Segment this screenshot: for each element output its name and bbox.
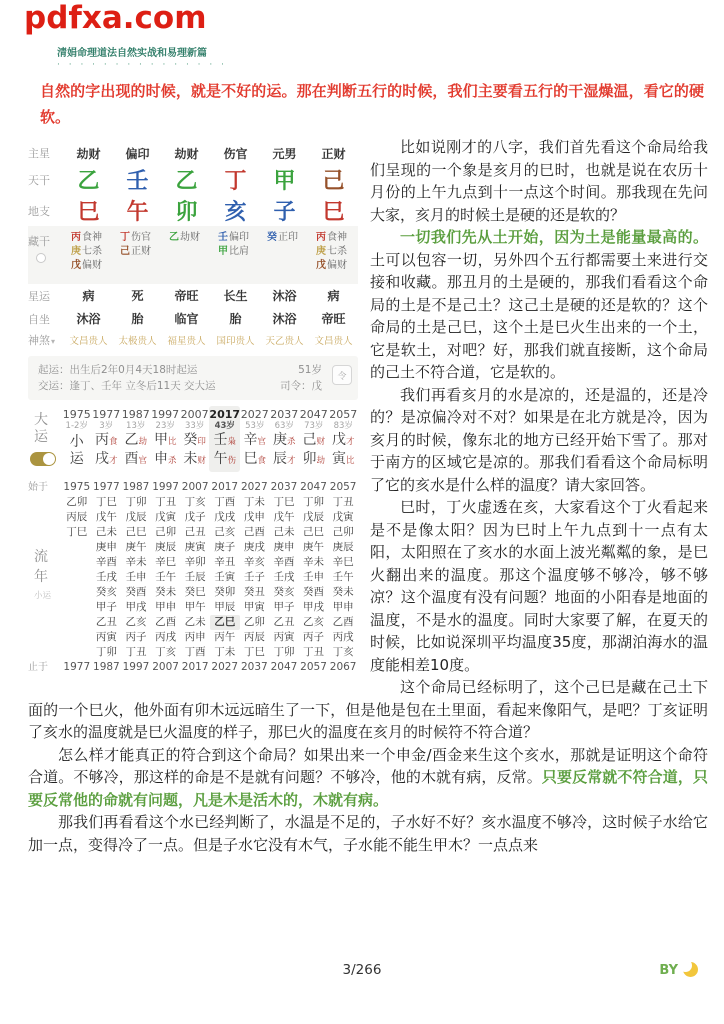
- star-luck: 死: [131, 289, 144, 303]
- self-sit: 胎: [131, 312, 144, 326]
- liunian-cell: 壬寅: [214, 571, 236, 583]
- liunian-cell: 癸卯: [214, 586, 236, 598]
- liunian-end-year: 1977: [63, 661, 91, 673]
- dayun-column: [121, 406, 150, 472]
- liunian-column: [121, 480, 151, 675]
- earthly-branch: 午: [126, 200, 149, 225]
- by-credit: [659, 962, 698, 978]
- liunian-cell: 庚辰: [332, 541, 354, 553]
- liunian-cell: [62, 570, 92, 585]
- row-label-tiangan: 天干: [28, 173, 50, 187]
- liunian-cell: [62, 645, 92, 660]
- shensha-value: 文昌贵人: [314, 336, 353, 347]
- emphasis-green-text: 一切我们先从土开始，因为土是能量最高的。: [400, 228, 708, 246]
- main-star: 偏印: [125, 146, 150, 161]
- liunian-cell: 乙卯: [243, 616, 265, 628]
- liunian-cell: 戊午: [273, 511, 295, 523]
- liunian-cell: 乙巳: [210, 615, 240, 630]
- liunian-cell: 乙丑: [95, 616, 117, 628]
- dayun-branch: 巳食: [243, 451, 267, 467]
- liunian-cell: 丙辰: [243, 631, 265, 643]
- liunian-end-year: 2007: [152, 661, 179, 673]
- row-label-xingyun: 星运: [28, 289, 50, 303]
- paragraph: [28, 676, 708, 744]
- luck-info-band: [28, 356, 358, 400]
- liunian-cell: 庚申: [273, 541, 295, 553]
- liunian-cell: 乙丑: [273, 616, 295, 628]
- liunian-cell: 丁丑: [155, 496, 177, 508]
- dayun-branch: 未财: [183, 451, 206, 467]
- earthly-branch: 卯: [175, 200, 198, 225]
- self-sit: 临官: [174, 312, 199, 326]
- liunian-cell: 己卯: [155, 526, 177, 538]
- moon-icon: [683, 962, 698, 977]
- liunian-start-year: 2017: [211, 481, 239, 493]
- liunian-cell: 辛未: [303, 556, 325, 568]
- main-star: 正财: [321, 146, 346, 161]
- liunian-cell: 乙酉: [332, 616, 354, 628]
- liunian-cell: 己未: [95, 526, 117, 538]
- liunian-cell: 丁亥: [155, 646, 177, 658]
- liunian-cell: 丁未: [214, 646, 236, 658]
- row-label-zizuo: 自坐: [28, 312, 50, 326]
- dayun-stem: 辛官: [243, 432, 267, 448]
- paragraph: [28, 744, 708, 812]
- dayun-stem: 壬枭: [213, 432, 236, 448]
- liunian-cell: 甲午: [184, 601, 206, 613]
- dayun-year: 2047: [299, 408, 328, 421]
- liunian-cell: 丁巳: [243, 646, 265, 658]
- liunian-cell: 壬申: [303, 571, 325, 583]
- star-luck: 帝旺: [174, 289, 199, 303]
- pillar-row: [28, 164, 358, 195]
- liunian-end-year: 2027: [211, 661, 239, 673]
- liunian-cell: 戊申: [243, 511, 265, 523]
- liunian-xiaoyun-label: 小运: [34, 591, 52, 601]
- pillar-row: [28, 284, 358, 307]
- liunian-cell: 庚辰: [155, 541, 177, 553]
- liunian-cell: 辛巳: [155, 556, 177, 568]
- dayun-year: 2057: [329, 408, 358, 421]
- dayun-column: [62, 406, 91, 472]
- liunian-column: [151, 480, 181, 675]
- earthly-branch: 巳: [322, 200, 345, 225]
- liunian-cell: 丙申: [184, 631, 206, 643]
- liunian-cell: 丁丑: [125, 646, 147, 658]
- liunian-cell: 庚戌: [243, 541, 265, 553]
- liunian-cell: 辛亥: [243, 556, 265, 568]
- liunian-cell: 壬午: [155, 571, 177, 583]
- liunian-cell: 丙午: [214, 631, 236, 643]
- main-star: 劫财: [76, 146, 101, 161]
- paragraph-text: 比如说刚才的八字，我们首先看这个命局给我们呈现的一个象是亥月的巳时，也就是说在农历十月份的上午九点到十一点这个时间。那我现在先问大家，亥月的时候土是硬的还是软的？: [370, 138, 708, 224]
- paragraph-text: 这个命局已经标明了，这个己巳是藏在己土下面的一个巳火，他外面有卯木远远暗生了一下，但是他是包在土里面，看起来像阳气，是吧？丁亥证明了亥水的温度就是巳火温度的样子，那巳火的温度在亥月的时候符不符合道？: [28, 678, 708, 741]
- dayun-age: 23岁: [155, 421, 175, 431]
- dayun-age: 13岁: [126, 421, 146, 431]
- liunian-start-year: 1975: [63, 481, 91, 493]
- liunian-cell: 丁丑: [303, 646, 325, 658]
- liunian-cell: 壬午: [332, 571, 354, 583]
- liunian-start-year: 1997: [152, 481, 179, 493]
- liunian-cell: 丁卯: [125, 496, 147, 508]
- jiaoyun-line: 交运：逢丁、壬年 立冬后11天 交大运: [38, 380, 216, 392]
- qiyun-line: 起运：出生后2年0月4天18时起运: [38, 364, 198, 376]
- emphasis-green-text: 只要反常就不符合道，只要反常他的命就有问题，凡是木是活木的，木就有病。: [28, 768, 708, 809]
- liunian-cell: [62, 540, 92, 555]
- liunian-start-year: 2007: [181, 481, 209, 493]
- page-number: 3/266: [342, 962, 382, 978]
- liunian-cell: 丙寅: [95, 631, 117, 643]
- liunian-cell: 丙子: [303, 631, 325, 643]
- liunian-cell: 己酉: [243, 526, 265, 538]
- page-footer: [0, 962, 724, 986]
- liunian-cell: 壬戌: [273, 571, 295, 583]
- liunian-end-year: 2047: [270, 661, 298, 673]
- liunian-cell: 戊辰: [125, 511, 147, 523]
- liunian-end-year: 1987: [93, 661, 120, 673]
- body-text-area: [28, 136, 708, 856]
- heavenly-stem: 乙: [77, 169, 100, 194]
- liunian-cell: 丙寅: [273, 631, 295, 643]
- dayun-year: 1997: [151, 408, 180, 421]
- liunian-column: [62, 480, 92, 675]
- hidden-stems: 壬偏印 甲比肩: [218, 232, 249, 257]
- liunian-cell: 戊寅: [155, 511, 177, 523]
- chevron-down-icon: ▾: [51, 337, 56, 346]
- liunian-cell: 甲子: [95, 601, 117, 613]
- liunian-cell: 乙未: [184, 616, 206, 628]
- liunian-cell: 庚午: [125, 541, 147, 553]
- dayun-branch: 申杀: [153, 451, 177, 467]
- hidden-stems: 丙食神 庚七杀 戊偏财: [316, 232, 347, 271]
- toggle-knob-icon: [43, 453, 55, 465]
- liunian-start-year: 2037: [270, 481, 298, 493]
- liunian-cell: 壬申: [125, 571, 147, 583]
- liunian-start-year: 2027: [240, 481, 268, 493]
- liunian-cell: [62, 630, 92, 645]
- liunian-cell: [62, 585, 92, 600]
- liunian-cell: 己巳: [125, 526, 147, 538]
- liunian-cell: 癸亥: [273, 586, 295, 598]
- liunian-cell: 辛卯: [184, 556, 206, 568]
- heavenly-stem: 乙: [175, 169, 198, 194]
- dayun-column: [91, 406, 120, 472]
- dayun-year: 2007: [180, 408, 209, 421]
- liunian-cell: 甲寅: [243, 601, 265, 613]
- liunian-cell: 甲申: [332, 601, 354, 613]
- paragraph-text: 我们再看亥月的水是凉的，还是温的，还是冷的？是凉偏冷对不对？如果是在北方就是冷，因为亥月的时候，像东北的地方已经开始下雪了。那对于南方的区域它是凉的。那我们看看这个命局标明了它的亥水是什么样的温度？请大家回答。: [370, 385, 708, 494]
- liunian-cell: 庚寅: [184, 541, 206, 553]
- liunian-start-year: 1987: [122, 481, 150, 493]
- liunian-cell: 己未: [273, 526, 295, 538]
- liunian-cell: 癸巳: [184, 586, 206, 598]
- liunian-end-year: 2057: [300, 661, 327, 673]
- liunian-cell: 丁未: [243, 496, 265, 508]
- liunian-cell: 丁巳: [66, 526, 88, 538]
- earthly-branch: 巳: [77, 200, 100, 225]
- dayun-age: 83岁: [333, 421, 353, 431]
- liunian-cell: 辛未: [125, 556, 147, 568]
- liunian-cell: 戊午: [95, 511, 117, 523]
- dayun-stem: 戊才: [331, 432, 355, 448]
- liunian-cell: 丁亥: [184, 496, 206, 508]
- dayun-column: [209, 406, 240, 472]
- series-title: 清娟命理道法自然实战和易理新篇: [57, 48, 207, 59]
- liunian-cell: 癸丑: [243, 586, 265, 598]
- liunian-cell: 甲戌: [303, 601, 325, 613]
- liunian-column: [180, 480, 210, 675]
- earthly-branch: 亥: [224, 200, 247, 225]
- star-luck: 长生: [223, 289, 248, 303]
- dayun-stem: 庚杀: [273, 432, 296, 448]
- hidden-stems: 乙劫财: [169, 232, 200, 243]
- dayun-age: 73岁: [304, 421, 324, 431]
- dayun-branch: 卯劫: [302, 451, 326, 467]
- liunian-cell: 庚午: [303, 541, 325, 553]
- liunian-cell: 癸酉: [125, 586, 147, 598]
- radio-icon: [36, 253, 46, 263]
- liunian-cell: 丁酉: [184, 646, 206, 658]
- dayun-grid: [62, 406, 358, 472]
- dayun-stem: 丙食: [94, 432, 118, 448]
- liunian-cell: 丙子: [125, 631, 147, 643]
- liunian-cell: 丙戌: [155, 631, 177, 643]
- liunian-cell: [62, 615, 92, 630]
- liunian-cell: [62, 600, 92, 615]
- liunian-cell: 丁卯: [303, 496, 325, 508]
- self-sit: 沐浴: [76, 312, 101, 326]
- dayun-stem: 甲比: [153, 432, 177, 448]
- liunian-cell: 丁卯: [273, 646, 295, 658]
- liunian-start-year: 2047: [300, 481, 327, 493]
- liunian-end-year: 2017: [181, 661, 209, 673]
- dayun-year: 2017: [209, 408, 241, 421]
- paragraph: [28, 811, 708, 856]
- liunian-cell: 丁丑: [332, 496, 354, 508]
- liunian-flow-label: 流年: [34, 549, 48, 585]
- liunian-cell: 庚子: [214, 541, 236, 553]
- dayun-year: 1975: [62, 408, 91, 421]
- liunian-column: [299, 480, 329, 675]
- dayun-section: [28, 406, 358, 472]
- liunian-column: [210, 480, 240, 675]
- liunian-cell: 乙酉: [155, 616, 177, 628]
- ling-badge-icon: 令: [332, 365, 352, 385]
- liunian-cell: 辛巳: [332, 556, 354, 568]
- liunian-cell: 乙亥: [125, 616, 147, 628]
- liunian-cell: 丁酉: [214, 496, 236, 508]
- heavenly-stem: 甲: [273, 169, 296, 194]
- dayun-age: 3岁: [99, 421, 114, 431]
- star-luck: 病: [327, 289, 340, 303]
- bazi-chart: [28, 142, 358, 675]
- dayun-age: 43岁: [214, 421, 235, 431]
- liunian-cell: [62, 555, 92, 570]
- dayun-branch: 午伤: [213, 451, 236, 467]
- by-label: BY: [659, 963, 678, 978]
- dayun-age: 53岁: [245, 421, 265, 431]
- liunian-cell: 壬辰: [184, 571, 206, 583]
- pillar-row: [28, 195, 358, 226]
- liunian-cell: 乙卯: [66, 496, 88, 508]
- shensha-value: 文昌贵人: [69, 336, 108, 347]
- main-star: 劫财: [174, 146, 199, 161]
- hidden-stems: 丁伤官 己正财: [120, 232, 151, 257]
- dayun-year: 2027: [240, 408, 269, 421]
- dayun-column: [180, 406, 209, 472]
- liunian-cell: 己巳: [303, 526, 325, 538]
- liunian-cell: 癸未: [332, 586, 354, 598]
- dayun-year: 1977: [92, 408, 121, 421]
- shensha-value: 福星贵人: [167, 336, 206, 347]
- liunian-column: [240, 480, 270, 675]
- watermark-logo: pdfxa.com: [24, 0, 207, 36]
- liunian-cell: 丁巳: [273, 496, 295, 508]
- star-luck: 病: [82, 289, 95, 303]
- liunian-cell: 丙辰: [66, 511, 88, 523]
- liunian-cell: 辛酉: [273, 556, 295, 568]
- liunian-column: [92, 480, 122, 675]
- dayun-column: [240, 406, 269, 472]
- paragraph-text: 土可以包容一切，另外四个五行都需要土来进行交接和收藏。那丑月的土是硬的，那我们看看这个命局的土是不是己土？这己土是硬的还是软的？这个命局的土是己巳，这个土是巳火生出来的一个土，它是软土，对吧？好，那我们就直接断，这个命局的己土不符合道，它是软的。: [370, 250, 708, 381]
- dayun-stem: 癸印: [183, 432, 206, 448]
- shensha-value: 天乙贵人: [265, 336, 304, 347]
- dayun-branch: 戌才: [94, 451, 118, 467]
- earthly-branch: 子: [273, 200, 296, 225]
- dayun-stem: 乙劫: [124, 432, 147, 448]
- liunian-column: [269, 480, 299, 675]
- siling-value: 司令：戊: [280, 380, 322, 392]
- self-sit: 沐浴: [272, 312, 297, 326]
- liunian-column: [328, 480, 358, 675]
- dayun-label: 大运: [34, 412, 48, 445]
- series-dots: · · · · · · · · · · · · · · ·: [57, 60, 227, 70]
- liunian-start-label: 始于: [28, 482, 48, 493]
- liunian-end-year: 2037: [240, 661, 268, 673]
- liunian-cell: 丁卯: [95, 646, 117, 658]
- dayun-column: [150, 406, 179, 472]
- liunian-cell: 甲子: [273, 601, 295, 613]
- heavenly-stem: 丁: [224, 169, 247, 194]
- star-luck: 沐浴: [272, 289, 297, 303]
- dayun-branch: 寅比: [331, 451, 355, 467]
- liunian-start-year: 1977: [93, 481, 120, 493]
- liunian-start-year: 2057: [329, 481, 357, 493]
- liunian-cell: 甲戌: [125, 601, 147, 613]
- liunian-cell: 癸未: [155, 586, 177, 598]
- liunian-cell: 己丑: [184, 526, 206, 538]
- liunian-cell: 癸亥: [95, 586, 117, 598]
- heavenly-stem: 己: [322, 169, 345, 194]
- hidden-stems: 癸正印: [267, 232, 298, 243]
- liunian-cell: 戊子: [184, 511, 206, 523]
- liunian-cell: 甲辰: [214, 601, 236, 613]
- row-label-shensha: 神煞▾: [28, 334, 56, 347]
- liunian-cell: 戊戌: [214, 511, 236, 523]
- liunian-cell: 丁亥: [332, 646, 354, 658]
- row-label-canggan: 藏干: [28, 231, 64, 263]
- dayun-age: 63岁: [274, 421, 294, 431]
- dayun-age: 1-2岁: [65, 421, 88, 431]
- pillar-row: [28, 330, 358, 350]
- liunian-cell: 己卯: [332, 526, 354, 538]
- dayun-age: 33岁: [185, 421, 205, 431]
- self-sit: 胎: [229, 312, 242, 326]
- dayun-column: [329, 406, 358, 472]
- paragraph-text: 巳时，丁火虚透在亥，大家看这个丁火看起来是不是像太阳？因为巳时上午九点到十一点有太阳，太阳照在了亥水的水面上波光粼粼的象，是巳火翻出来的温度。那这个温度够不够冷，够不够凉？这个温度有没有问题？地面的小阳春是地面的温度，不是水的温度。同时大家要了解，在夏天的时候，比如说深圳平均温度35度，那湖泊海水的温度能相差10度。: [370, 498, 708, 674]
- self-sit: 帝旺: [321, 312, 346, 326]
- liunian-end-year: 1997: [122, 661, 150, 673]
- shensha-value: 国印贵人: [216, 336, 255, 347]
- pillar-row: [28, 142, 358, 164]
- dayun-year: 1987: [121, 408, 150, 421]
- dayun-year: 2037: [270, 408, 299, 421]
- row-label-zhuxing: 主星: [28, 147, 50, 160]
- paragraph-text: 怎么样才能真正的符合到这个命局？如果出来一个申金/酉金来生这个亥水，那就是证明这个命符合道。不够冷，那这样的命是不是就有问题？不够冷，他的木就有病，反常。: [28, 745, 708, 786]
- liunian-cell: 己亥: [214, 526, 236, 538]
- xiaoyun-column-label: 小运: [69, 434, 84, 467]
- liunian-cell: 庚申: [95, 541, 117, 553]
- paragraph-text: 那我们再看看这个水已经判断了，水温是不足的，子水好不好？亥水温度不够冷，这时候子水给它加一点，变得冷了一点。但是子水它没有木气，子水能不能生甲木？一点点来: [28, 813, 708, 854]
- liunian-cell: 壬子: [243, 571, 265, 583]
- liunian-cell: 辛酉: [95, 556, 117, 568]
- pillar-table: [28, 142, 358, 350]
- intro-highlight-text: 自然的字出现的时候，就是不好的运。那在判断五行的时候，我们主要看五行的干湿燥温，看它的硬软。: [40, 82, 704, 126]
- liunian-grid: [62, 480, 358, 675]
- dayun-stem: 己财: [302, 432, 326, 448]
- liunian-end-year: 2067: [329, 661, 357, 673]
- dayun-toggle[interactable]: [30, 452, 56, 466]
- dayun-column: [299, 406, 328, 472]
- dayun-column: [270, 406, 299, 472]
- shensha-value: 太极贵人: [118, 336, 157, 347]
- liunian-cell: 甲申: [155, 601, 177, 613]
- main-star: 元男: [272, 146, 297, 161]
- dayun-branch: 酉官: [124, 451, 147, 467]
- liunian-cell: 丁巳: [95, 496, 117, 508]
- liunian-end-label: 止于: [28, 662, 48, 673]
- liunian-cell: 辛丑: [214, 556, 236, 568]
- main-star: 伤官: [223, 146, 248, 161]
- liunian-cell: 戊寅: [332, 511, 354, 523]
- pillar-row: [28, 307, 358, 330]
- liunian-cell: 癸酉: [303, 586, 325, 598]
- row-label-dizhi: 地支: [28, 204, 50, 218]
- liunian-cell: 壬戌: [95, 571, 117, 583]
- dayun-branch: 辰才: [273, 451, 296, 467]
- liunian-cell: 丙戌: [332, 631, 354, 643]
- hidden-stems: 丙食神 庚七杀 戊偏财: [71, 232, 102, 271]
- liunian-cell: 乙亥: [303, 616, 325, 628]
- liunian-section: [28, 480, 358, 675]
- liunian-cell: 戊辰: [303, 511, 325, 523]
- pillar-row: [28, 226, 358, 284]
- current-age: 51岁: [298, 364, 322, 376]
- heavenly-stem: 壬: [126, 169, 149, 194]
